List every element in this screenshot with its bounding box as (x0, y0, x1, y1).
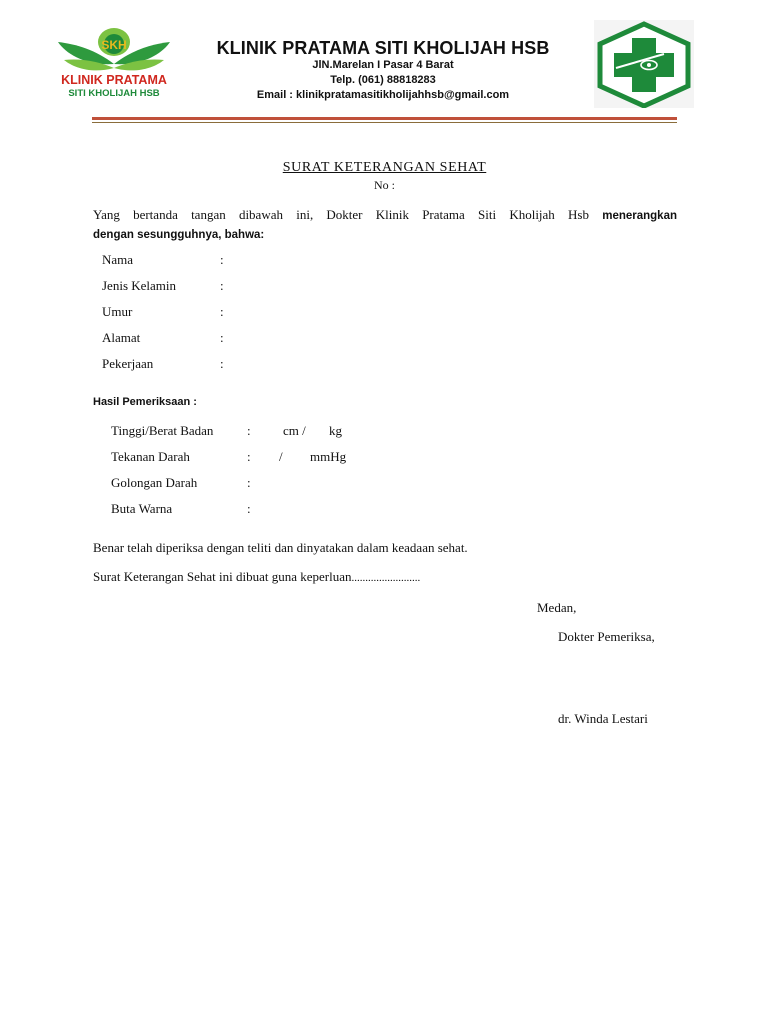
signature-name: dr. Winda Lestari (558, 711, 648, 726)
statement-healthy: Benar telah diperiksa dengan teliti dan dinyatakan dalam keadaan sehat. (93, 540, 468, 555)
clinic-email: Email : klinikpratamasitikholijahhsb@gmail.com (256, 89, 510, 101)
intro-bold-1: menerangkan (602, 210, 677, 222)
field-label: Pekerjaan (102, 356, 154, 371)
intro-paragraph (93, 206, 677, 244)
header-divider-thin (92, 122, 677, 123)
field-label: Alamat (102, 330, 141, 345)
result-unit-2: kg (329, 423, 342, 438)
intro-text: Yang bertanda tangan dibawah ini, Dokter Klinik Pratama Siti Kholijah Hsb (93, 207, 589, 222)
clinic-phone: Telp. (061) 88818283 (330, 74, 436, 86)
document-title: SURAT KETERANGAN SEHAT (282, 160, 487, 175)
logo-mark: SKH (101, 38, 127, 52)
field-colon: : (220, 278, 224, 293)
field-colon: : (220, 304, 224, 319)
result-unit-1: cm / (283, 423, 306, 438)
field-label: Umur (102, 304, 133, 319)
field-colon: : (220, 356, 224, 371)
result-label: Tekanan Darah (111, 449, 190, 464)
result-unit-2: mmHg (310, 449, 347, 464)
result-label: Buta Warna (111, 501, 173, 516)
header-divider (92, 117, 677, 120)
signature-role: Dokter Pemeriksa, (558, 629, 655, 644)
statement-purpose-dots: ......................... (351, 572, 421, 584)
result-colon: : (247, 475, 251, 490)
result-label: Tinggi/Berat Badan (111, 423, 214, 438)
green-cross-hexagon-icon (594, 20, 694, 108)
field-label: Nama (102, 252, 134, 267)
clinic-address: JlN.Marelan I Pasar 4 Barat (312, 59, 454, 71)
intro-bold-2: dengan sesungguhnya, bahwa: (93, 229, 265, 241)
result-unit-1: / (279, 449, 283, 464)
result-colon: : (247, 423, 251, 438)
result-colon: : (247, 501, 251, 516)
logo-text-2: SITI KHOLIJAH HSB (68, 88, 160, 99)
result-colon: : (247, 449, 251, 464)
field-colon: : (220, 330, 224, 345)
field-colon: : (220, 252, 224, 267)
statement-purpose (93, 569, 420, 585)
signature-city: Medan, (537, 600, 577, 615)
results-label: Hasil Pemeriksaan : (93, 396, 197, 408)
logo-text-1: KLINIK PRATAMA (61, 73, 167, 87)
result-label: Golongan Darah (111, 475, 198, 490)
clinic-name: KLINIK PRATAMA SITI KHOLIJAH HSB (216, 38, 550, 58)
statement-purpose-text: Surat Keterangan Sehat ini dibuat guna keperluan (93, 569, 352, 584)
document-number: No : (374, 178, 395, 192)
field-label: Jenis Kelamin (102, 278, 177, 293)
